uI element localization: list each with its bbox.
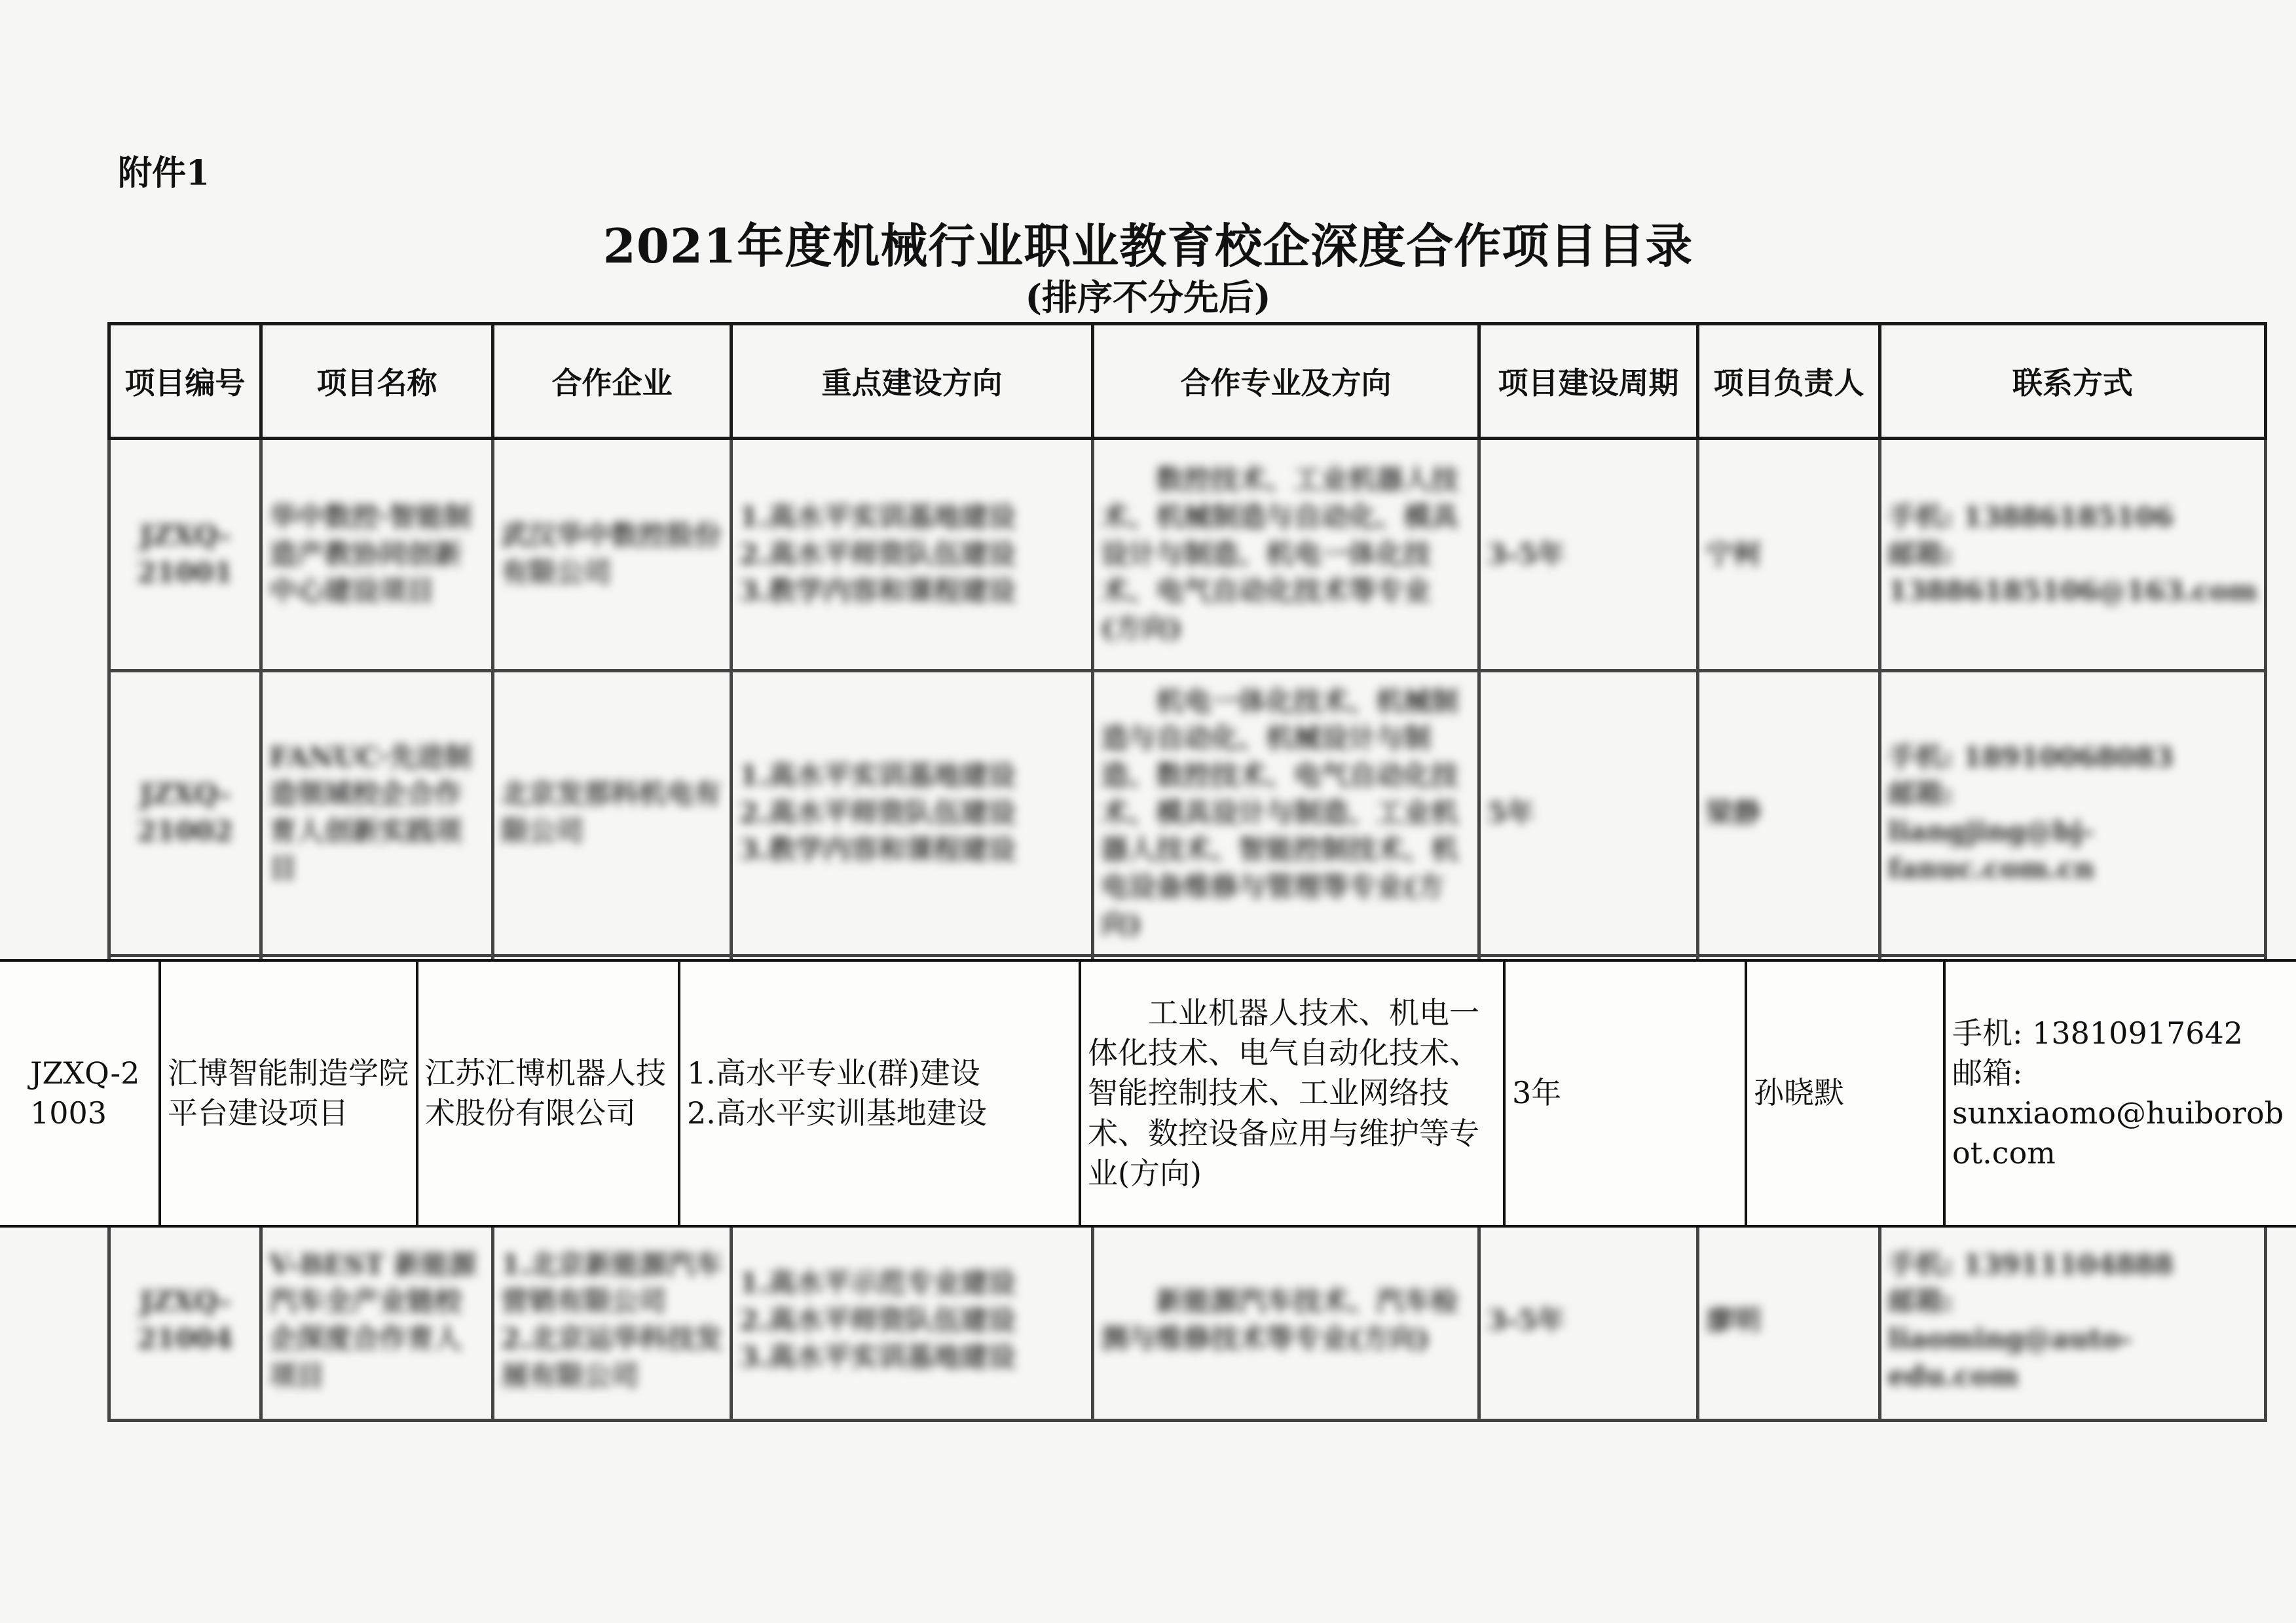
period: 3-5年 (1479, 439, 1698, 671)
project-code: JZXQ-21003 (0, 962, 160, 1225)
phone: 手机: 13810917642 (1952, 1015, 2244, 1051)
project-name: 汇博智能制造学院平台建设项目 (160, 962, 417, 1225)
project-name: FANUC·先进制造领域校企合作育人创新实践项目 (261, 671, 493, 956)
contact (1944, 962, 2296, 1225)
email-label: 邮箱: (1888, 778, 1953, 811)
email: liangjing@bj-fanuc.com.cn (1888, 815, 2095, 884)
company-line: 1.北京新能源汽车营销有限公司 (501, 1248, 722, 1318)
partner-company (493, 1221, 731, 1421)
direction-item: 2.高水平师资队伍建设 (739, 796, 1016, 829)
leader: 梁静 (1698, 671, 1880, 956)
highlighted-row (0, 959, 2296, 1228)
leader: 孙晓默 (1746, 962, 1944, 1225)
table-row (109, 1221, 2266, 1421)
direction-item: 2.高水平师资队伍建设 (739, 538, 1016, 570)
period: 3年 (1504, 962, 1746, 1225)
header-cell: 重点建设方向 (731, 324, 1093, 439)
direction-item: 3.教学内容和课程建设 (739, 575, 1016, 608)
document-subtitle: (排序不分先后) (1025, 276, 1271, 318)
key-directions (731, 1221, 1093, 1421)
header-cell: 合作专业及方向 (1093, 324, 1479, 439)
partner-company: 江苏汇博机器人技术股份有限公司 (417, 962, 679, 1225)
project-table (107, 322, 2267, 1422)
partner-company: 武汉华中数控股份有限公司 (493, 439, 731, 671)
direction-item: 1.高水平实训基地建设 (739, 759, 1016, 792)
contact (1880, 671, 2266, 956)
company-line: 2.北京运华科技发展有限公司 (501, 1322, 722, 1392)
partner-company: 北京发那科机电有限公司 (493, 671, 731, 956)
key-directions (679, 962, 1080, 1225)
highlighted-row-table (0, 962, 2296, 1225)
header-cell: 项目编号 (109, 324, 261, 439)
table-row (109, 439, 2266, 671)
direction-item: 1.高水平专业(群)建设 (687, 1055, 980, 1091)
direction-item: 2.高水平师资队伍建设 (739, 1304, 1016, 1336)
key-directions (731, 671, 1093, 956)
direction-item: 1.高水平实训基地建设 (739, 500, 1016, 533)
email-label: 邮箱: (1888, 1285, 1953, 1318)
majors: 数控技术、工业机器人技术、机械制造与自动化、模具设计与制造、机电一体化技术、电气自动化技术等专业(方向) (1093, 439, 1479, 671)
header-cell: 项目负责人 (1698, 324, 1880, 439)
leader: 廖明 (1698, 1221, 1880, 1421)
contact (1880, 439, 2266, 671)
phone: 手机: 13911104888 (1888, 1248, 2174, 1281)
email-label: 邮箱: (1888, 538, 1953, 570)
leader: 宁柯 (1698, 439, 1880, 671)
phone: 手机: 13886185106 (1888, 500, 2174, 533)
email-label: 邮箱: (1952, 1055, 2023, 1091)
attachment-label: 附件1 (118, 153, 210, 193)
key-directions (731, 439, 1093, 671)
project-name: V-BEST 新能源汽车全产业链校企深度合作育人项目 (261, 1221, 493, 1421)
contact (1880, 1221, 2266, 1421)
majors: 工业机器人技术、机电一体化技术、电气自动化技术、智能控制技术、工业网络技术、数控设备应用与维护等专业(方向) (1080, 962, 1504, 1225)
period: 3-5年 (1479, 1221, 1698, 1421)
header-cell: 项目名称 (261, 324, 493, 439)
email: sunxiaomo@huiborobot.com (1952, 1095, 2284, 1171)
email: 13886185106@163.com (1888, 575, 2257, 608)
header-cell: 合作企业 (493, 324, 731, 439)
table-row (109, 671, 2266, 956)
project-code: JZXQ-21004 (109, 1221, 261, 1421)
project-code: JZXQ-21001 (109, 439, 261, 671)
phone: 手机: 18910068083 (1888, 740, 2174, 773)
direction-item: 3.教学内容和课程建设 (739, 833, 1016, 866)
period: 5年 (1479, 671, 1698, 956)
direction-item: 1.高水平示范专业建设 (739, 1266, 1016, 1299)
header-cell: 项目建设周期 (1479, 324, 1698, 439)
direction-item: 2.高水平实训基地建设 (687, 1095, 987, 1131)
project-name: 华中数控·智能制造产教协同创新中心建设项目 (261, 439, 493, 671)
email: liaoming@auto-edu.com (1888, 1322, 2132, 1392)
majors: 新能源汽车技术、汽车检测与维修技术等专业(方向) (1093, 1221, 1479, 1421)
table-header-row (109, 324, 2266, 439)
direction-item: 3.高水平实训基地建设 (739, 1341, 1016, 1374)
project-code: JZXQ-21002 (109, 671, 261, 956)
header-cell: 联系方式 (1880, 324, 2266, 439)
majors: 机电一体化技术、机械制造与自动化、机械设计与制造、数控技术、电气自动化技术、模具设计与制造、工业机器人技术、智能控制技术、机电设备维修与管理等专业(方向) (1093, 671, 1479, 956)
table-row (0, 962, 2296, 1225)
document-title: 2021年度机械行业职业教育校企深度合作项目目录 (602, 218, 1694, 274)
